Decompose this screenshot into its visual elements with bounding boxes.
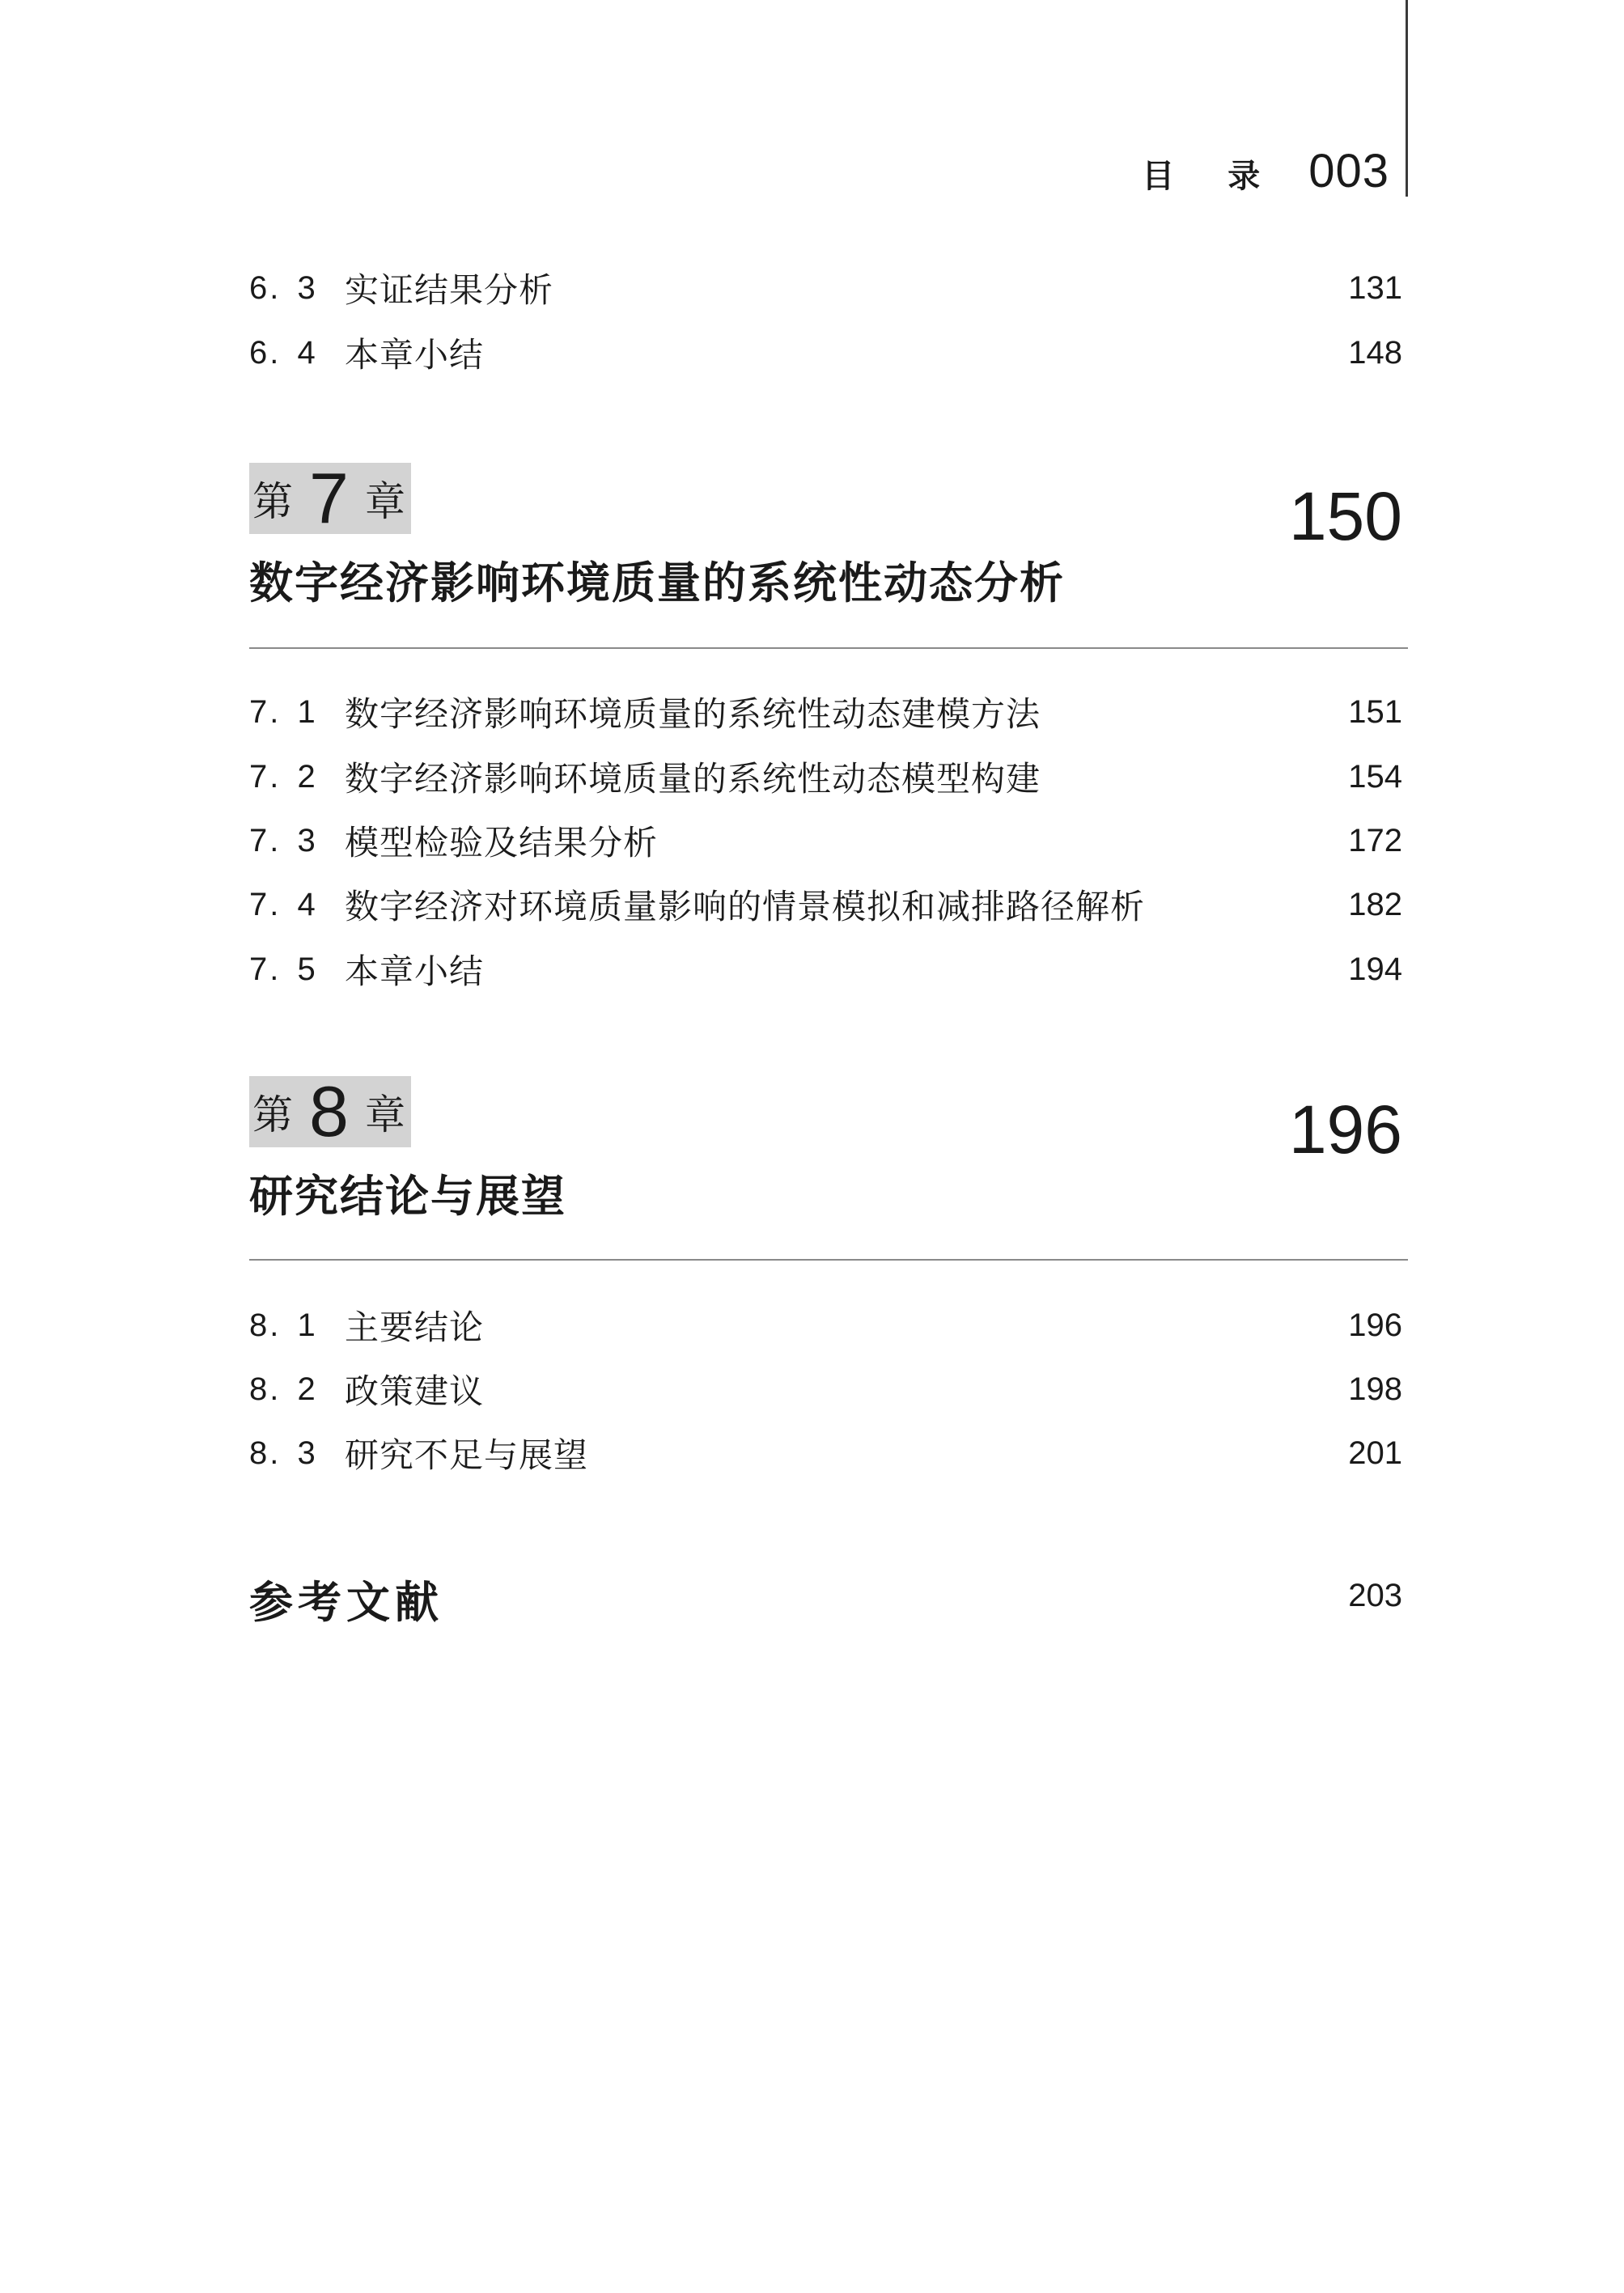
entry-page: 154 (1348, 758, 1402, 795)
entry-title: 本章小结 (345, 335, 485, 375)
toc-entry[interactable] (249, 818, 1402, 863)
entry-title: 数字经济对环境质量影响的情景模拟和减排路径解析 (345, 887, 1146, 926)
toc-entry[interactable] (249, 754, 1402, 799)
entry-number: 6. 3 (249, 269, 318, 306)
chapter-label (249, 458, 411, 538)
chapter-word: 第 (252, 1091, 293, 1138)
running-head (1142, 144, 1389, 198)
entry-number: 8. 1 (249, 1307, 318, 1343)
entry-title: 数字经济影响环境质量的系统性动态建模方法 (345, 694, 1041, 734)
references-title[interactable]: 参考文献 (249, 1577, 443, 1628)
entry-page: 198 (1348, 1371, 1402, 1407)
chapter-word: 章 (364, 1091, 405, 1138)
entry-page: 201 (1348, 1435, 1402, 1471)
entry-number: 8. 2 (249, 1371, 318, 1407)
references-page: 203 (1348, 1578, 1402, 1613)
entry-page: 182 (1348, 886, 1402, 922)
section-label: 目 录 (1142, 158, 1282, 195)
toc-entry[interactable] (249, 1430, 1402, 1476)
entry-title: 数字经济影响环境质量的系统性动态模型构建 (345, 759, 1041, 799)
entry-number: 7. 5 (249, 951, 318, 987)
chapter-title[interactable]: 研究结论与展望 (249, 1171, 566, 1222)
entry-number: 7. 3 (249, 822, 318, 858)
toc-entry[interactable] (249, 882, 1402, 927)
toc-entry[interactable] (249, 1303, 1402, 1348)
toc-entry[interactable] (249, 947, 1402, 992)
entry-title: 本章小结 (345, 952, 485, 991)
entry-number: 7. 2 (249, 758, 318, 795)
entry-page: 131 (1348, 269, 1402, 306)
chapter-divider (249, 1259, 1408, 1261)
chapter-divider (249, 647, 1408, 649)
entry-page: 148 (1348, 334, 1402, 371)
entry-number: 6. 4 (249, 334, 318, 371)
chapter-word: 章 (364, 478, 405, 525)
entry-page: 172 (1348, 822, 1402, 858)
toc-entry[interactable] (249, 1367, 1402, 1412)
chapter-word: 第 (252, 478, 293, 525)
chapter-label (249, 1071, 411, 1151)
margin-rule (1406, 0, 1408, 197)
entry-title: 主要结论 (345, 1308, 485, 1347)
toc-entry[interactable] (249, 689, 1402, 735)
entry-page: 194 (1348, 951, 1402, 987)
entry-number: 7. 1 (249, 693, 318, 730)
entry-title: 模型检验及结果分析 (345, 823, 659, 863)
chapter-title[interactable]: 数字经济影响环境质量的系统性动态分析 (249, 557, 1065, 608)
entry-number: 8. 3 (249, 1435, 318, 1471)
toc-entry[interactable] (249, 265, 1402, 311)
page-number: 003 (1308, 145, 1389, 197)
toc-entry[interactable] (249, 330, 1402, 375)
chapter-page: 150 (1288, 478, 1402, 554)
entry-page: 151 (1348, 693, 1402, 730)
entry-title: 实证结果分析 (345, 270, 554, 310)
entry-number: 7. 4 (249, 886, 318, 922)
chapter-page: 196 (1288, 1091, 1402, 1168)
chapter-number: 7 (309, 458, 349, 538)
entry-page: 196 (1348, 1307, 1402, 1343)
entry-title: 政策建议 (345, 1371, 485, 1411)
chapter-number: 8 (309, 1071, 349, 1151)
entry-title: 研究不足与展望 (345, 1435, 589, 1475)
